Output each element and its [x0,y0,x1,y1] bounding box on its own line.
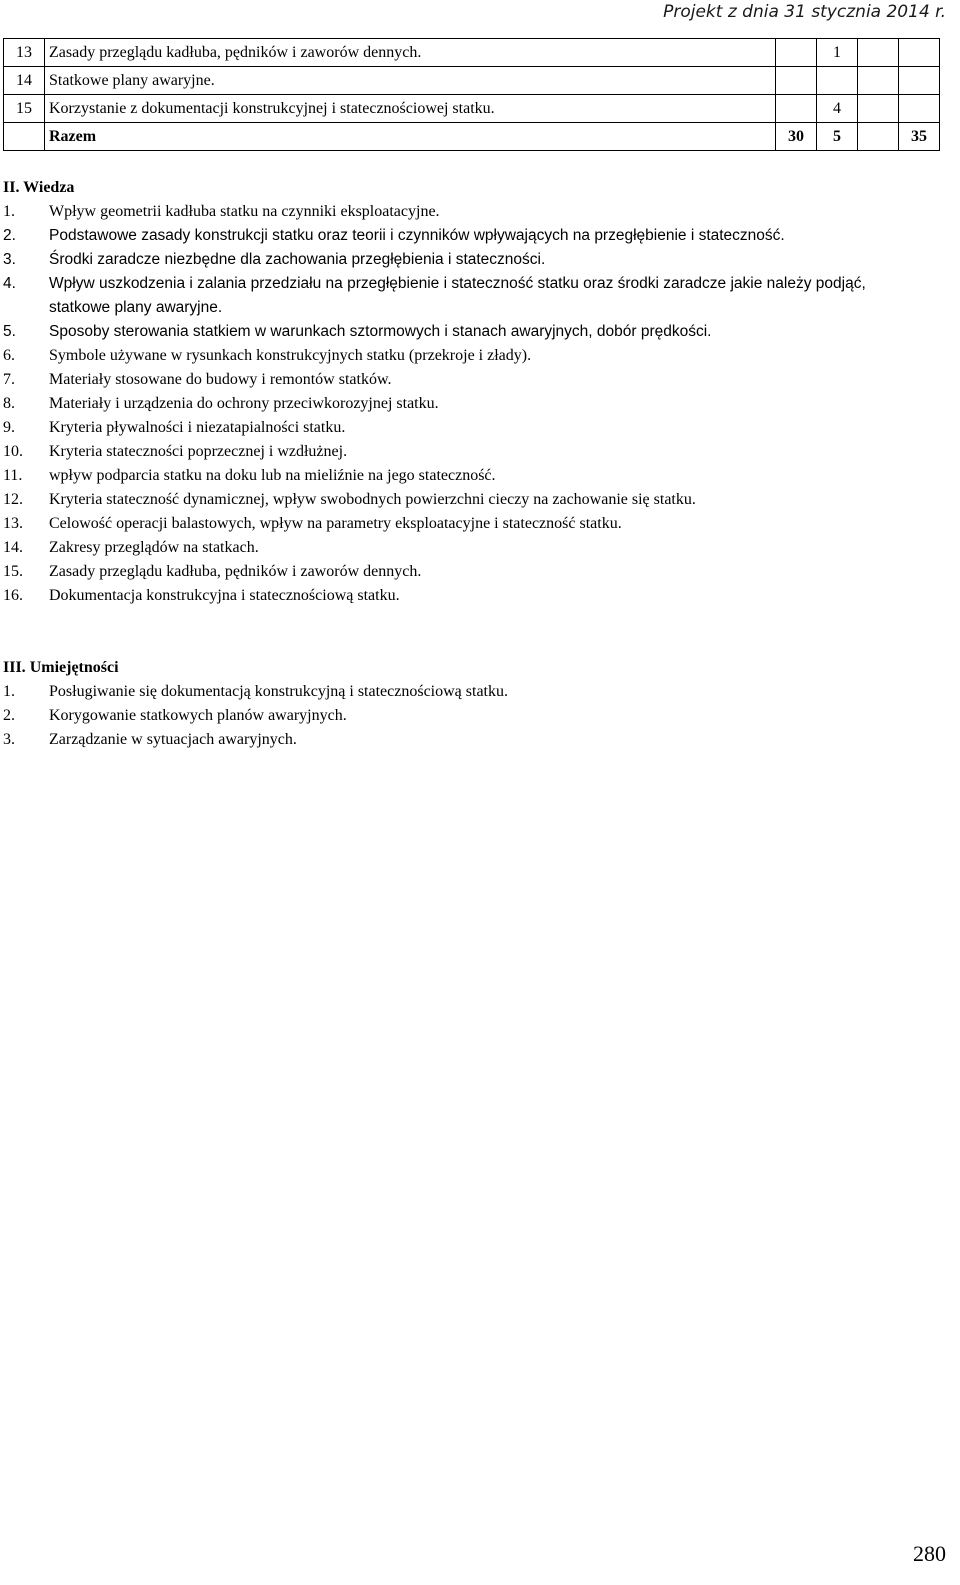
list-item [3,392,924,416]
topic-cell: Statkowe plany awaryjne. [45,67,776,95]
item-number: 1. [3,683,15,700]
item-text: Materiały stosowane do budowy i remontów statków. [49,371,392,388]
list-item [3,224,924,248]
list-item [3,344,924,368]
total-hours-cell: 5 [817,123,858,151]
skills-section [3,656,924,752]
hours-cell [899,67,940,95]
item-text: Kryteria pływalności i niezatapialności statku. [49,419,346,436]
item-number: 14. [3,539,23,556]
total-hours-cell [858,123,899,151]
total-hours-cell: 35 [899,123,940,151]
row-number: 14 [4,67,45,95]
list-item [3,464,924,488]
hours-cell [858,67,899,95]
item-text: Środki zaradcze niezbędne dla zachowania przegłębienia i stateczności. [49,251,546,268]
topic-cell: Zasady przeglądu kadłuba, pędników i zaworów dennych. [45,39,776,67]
hours-cell [776,39,817,67]
topic-cell: Korzystanie z dokumentacji konstrukcyjnej i statecznościowej statku. [45,95,776,123]
list-item [3,680,924,704]
item-text: Posługiwanie się dokumentacją konstrukcyjną i statecznościową statku. [49,683,508,700]
item-number: 12. [3,491,23,508]
item-text: Sposoby sterowania statkiem w warunkach sztormowych i stanach awaryjnych, dobór prędkości. [49,323,712,340]
item-number: 3. [3,251,16,268]
skills-heading-text: Umiejętności [29,659,119,676]
item-number: 4. [3,275,16,292]
item-text: wpływ podparcia statku na doku lub na mieliźnie na jego stateczność. [49,467,496,484]
item-number: 13. [3,515,23,532]
project-date-note: Projekt z dnia 31 stycznia 2014 r. [663,2,946,22]
hours-cell: 4 [817,95,858,123]
hours-cell: 1 [817,39,858,67]
item-text: Zasady przeglądu kadłuba, pędników i zaworów dennych. [49,563,422,580]
hours-cell [817,67,858,95]
item-text: Kryteria stateczności poprzecznej i wzdłużnej. [49,443,348,460]
total-row [4,123,940,151]
list-item [3,320,924,344]
item-text: Podstawowe zasady konstrukcji statku oraz teorii i czynników wpływających na przegłębienie i stateczność. [49,227,785,244]
list-item [3,704,924,728]
table-row [4,39,940,67]
list-item [3,368,924,392]
item-number: 2. [3,227,16,244]
row-number: 15 [4,95,45,123]
list-item [3,272,924,320]
knowledge-heading: II. Wiedza [3,179,75,196]
hours-cell [858,39,899,67]
row-number: 13 [4,39,45,67]
item-number: 5. [3,323,16,340]
item-number: 15. [3,563,23,580]
topics-table [3,38,940,151]
item-text: Wpływ uszkodzenia i zalania przedziału na przegłębienie i stateczność statku oraz środki zaradcze jakie należy podjąć, statkowe plany awaryjne. [49,275,866,316]
total-label: Razem [45,123,776,151]
item-text: Kryteria stateczność dynamicznej, wpływ swobodnych powierzchni cieczy na zachowanie się statku. [49,491,696,508]
list-item [3,488,924,512]
list-item [3,584,924,608]
item-number: 8. [3,395,15,412]
total-hours-cell: 30 [776,123,817,151]
item-text: Wpływ geometrii kadłuba statku na czynniki eksploatacyjne. [49,203,440,220]
item-text: Zakresy przeglądów na statkach. [49,539,259,556]
page-number: 280 [913,1541,946,1566]
hours-cell [899,39,940,67]
list-item [3,560,924,584]
item-number: 6. [3,347,15,364]
item-number: 1. [3,203,15,220]
table-row [4,67,940,95]
item-text: Korygowanie statkowych planów awaryjnych. [49,707,347,724]
item-text: Materiały i urządzenia do ochrony przeciwkorozyjnej statku. [49,395,439,412]
item-number: 11. [3,467,23,484]
item-text: Dokumentacja konstrukcyjna i statecznościową statku. [49,587,400,604]
row-number [4,123,45,151]
item-text: Celowość operacji balastowych, wpływ na parametry eksploatacyjne i stateczność statku. [49,515,622,532]
item-number: 16. [3,587,23,604]
list-item [3,728,924,752]
item-number: 7. [3,371,15,388]
list-item [3,536,924,560]
item-number: 10. [3,443,23,460]
item-number: 3. [3,731,15,748]
list-item [3,440,924,464]
list-item [3,512,924,536]
hours-cell [776,67,817,95]
skills-heading-number: III. [3,659,26,676]
item-text: Symbole używane w rysunkach konstrukcyjnych statku (przekroje i złady). [49,347,532,364]
item-number: 9. [3,419,15,436]
item-text: Zarządzanie w sytuacjach awaryjnych. [49,731,297,748]
hours-cell [776,95,817,123]
hours-cell [899,95,940,123]
item-number: 2. [3,707,15,724]
hours-cell [858,95,899,123]
table-row [4,95,940,123]
knowledge-section [3,176,924,608]
list-item [3,248,924,272]
skills-heading [3,656,924,680]
list-item [3,416,924,440]
list-item [3,200,924,224]
